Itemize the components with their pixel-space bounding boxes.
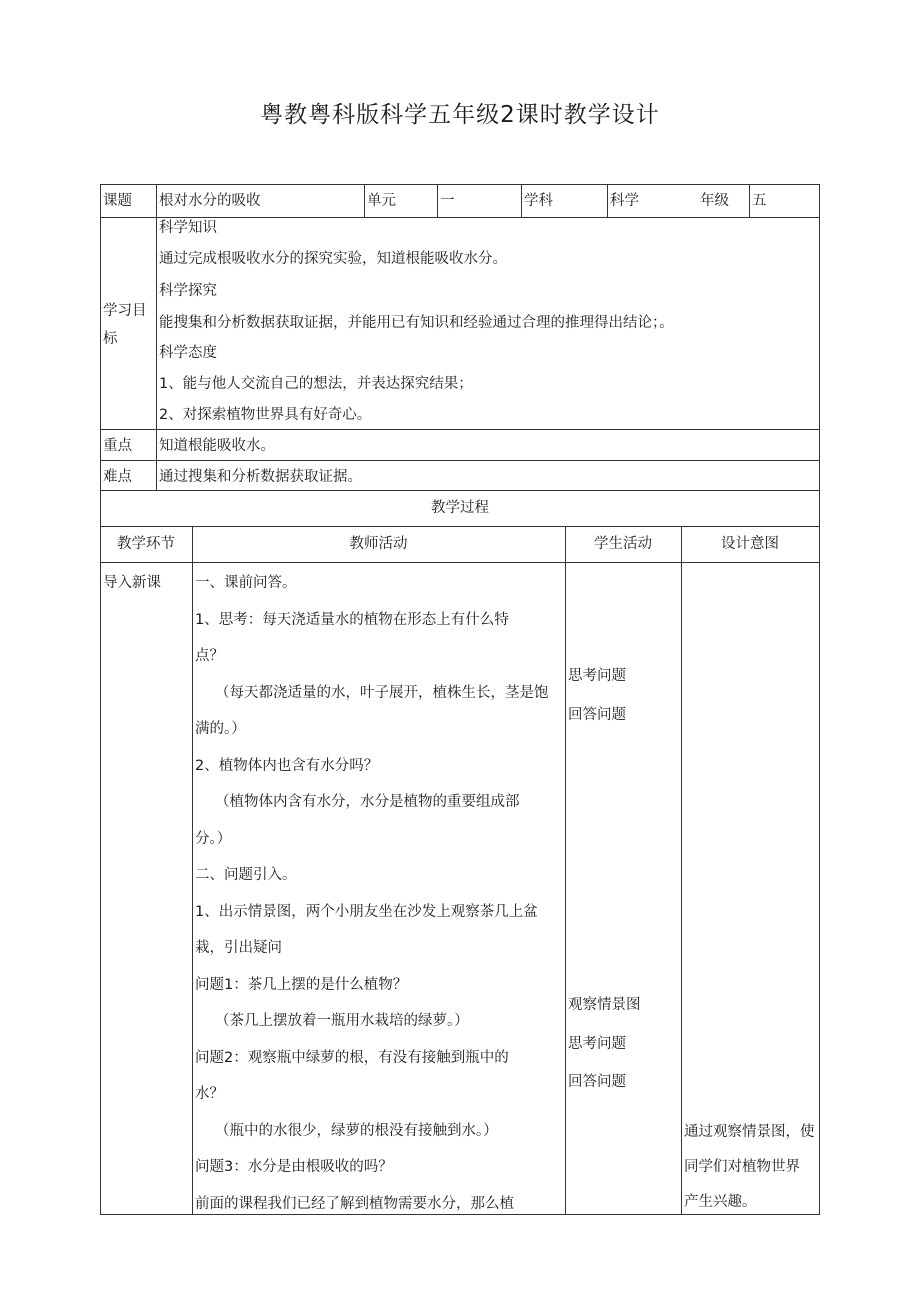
table-line <box>100 460 820 461</box>
unit-label: 单元 <box>367 193 396 209</box>
teacher-line: 二、问题引入。 <box>195 867 297 883</box>
objective-line: 科学态度 <box>159 345 217 361</box>
key-point-value: 知道根能吸收水。 <box>159 438 275 454</box>
table-line <box>819 184 820 1214</box>
teacher-line: 栽，引出疑问 <box>195 940 282 956</box>
student-activity: 观察情景图 <box>568 997 641 1013</box>
grade-value: 五 <box>752 193 767 209</box>
teacher-line: 一、课前问答。 <box>195 575 297 591</box>
intent-line: 同学们对植物世界 <box>684 1159 800 1175</box>
teacher-line: 2、植物体内也含有水分吗？ <box>195 757 379 774</box>
table-line <box>100 562 820 563</box>
student-activity: 思考问题 <box>568 1036 626 1052</box>
table-line <box>607 184 608 217</box>
teacher-line: 分。） <box>195 830 232 847</box>
intent-line: 产生兴趣。 <box>684 1194 757 1210</box>
table-line <box>681 526 682 1214</box>
stage-label: 导入新课 <box>103 575 161 591</box>
teacher-line: 1、出示情景图，两个小朋友坐在沙发上观察茶几上盆 <box>195 903 538 920</box>
course-value: 根对水分的吸收 <box>159 193 261 209</box>
grade-label: 年级 <box>700 193 729 209</box>
header-stage: 教学环节 <box>117 536 175 552</box>
teacher-line: 点？ <box>195 648 224 664</box>
table-line <box>100 429 820 430</box>
subject-value: 科学 <box>610 193 639 209</box>
header-teacher: 教师活动 <box>349 536 408 552</box>
difficulty-value: 通过搜集和分析数据获取证据。 <box>159 469 362 485</box>
unit-value: 一 <box>440 193 455 209</box>
intent-line: 通过观察情景图，使 <box>684 1124 815 1140</box>
teacher-line: 问题1：茶几上摆的是什么植物？ <box>195 976 408 993</box>
table-line <box>100 184 101 1214</box>
table-line <box>364 184 365 217</box>
table-line <box>100 526 820 527</box>
objectives-label-1: 学习目 <box>103 303 147 319</box>
teacher-line: 1、思考：每天浇适量水的植物在形态上有什么特 <box>195 611 509 628</box>
table-line <box>749 184 750 217</box>
table-line <box>437 184 438 217</box>
objectives-label-2: 标 <box>103 331 118 347</box>
teacher-line: 问题3：水分是由根吸收的吗？ <box>195 1159 393 1175</box>
table-line <box>192 526 193 1214</box>
header-student: 学生活动 <box>594 536 652 552</box>
teacher-line: （每天都浇适量的水，叶子展开，植株生长，茎是饱 <box>215 684 549 701</box>
teacher-line: 问题2：观察瓶中绿萝的根，有没有接触到瓶中的 <box>195 1049 509 1066</box>
student-activity: 回答问题 <box>568 1074 626 1090</box>
table-line <box>100 184 820 185</box>
table-line <box>521 184 522 217</box>
difficulty-label: 难点 <box>103 469 132 485</box>
objective-line: 2、对探索植物世界具有好奇心。 <box>159 407 372 423</box>
objective-line: 通过完成根吸收水分的探究实验，知道根能吸收水分。 <box>159 251 507 267</box>
student-activity: 思考问题 <box>568 668 626 684</box>
objective-line: 能搜集和分析数据获取证据，并能用已有知识和经验通过合理的推理得出结论；。 <box>159 315 674 331</box>
course-label: 课题 <box>103 193 132 209</box>
process-title: 教学过程 <box>431 500 489 516</box>
objective-line: 1、能与他人交流自己的想法，并表达探究结果； <box>159 376 473 392</box>
table-line <box>100 490 820 491</box>
teacher-line: （瓶中的水很少，绿萝的根没有接触到水。） <box>215 1122 498 1139</box>
subject-label: 学科 <box>524 193 553 209</box>
teacher-line: 水？ <box>195 1086 224 1102</box>
teacher-activity <box>195 565 549 1222</box>
table-line <box>156 184 157 490</box>
teacher-line: （茶几上摆放着一瓶用水栽培的绿萝。） <box>215 1013 469 1029</box>
page-title: 粤教粤科版科学五年级2课时教学设计 <box>260 102 660 128</box>
teacher-line: 满的。） <box>195 721 246 737</box>
teacher-line: 前面的课程我们已经了解到植物需要水分，那么植 <box>195 1195 514 1212</box>
student-activity: 回答问题 <box>568 707 626 723</box>
objective-line: 科学探究 <box>159 283 217 299</box>
key-point-label: 重点 <box>103 438 132 454</box>
table-line <box>565 526 566 1214</box>
teacher-line: （植物体内含有水分，水分是植物的重要组成部 <box>215 794 520 810</box>
objective-line: 科学知识 <box>159 220 217 236</box>
header-intent: 设计意图 <box>721 536 779 552</box>
